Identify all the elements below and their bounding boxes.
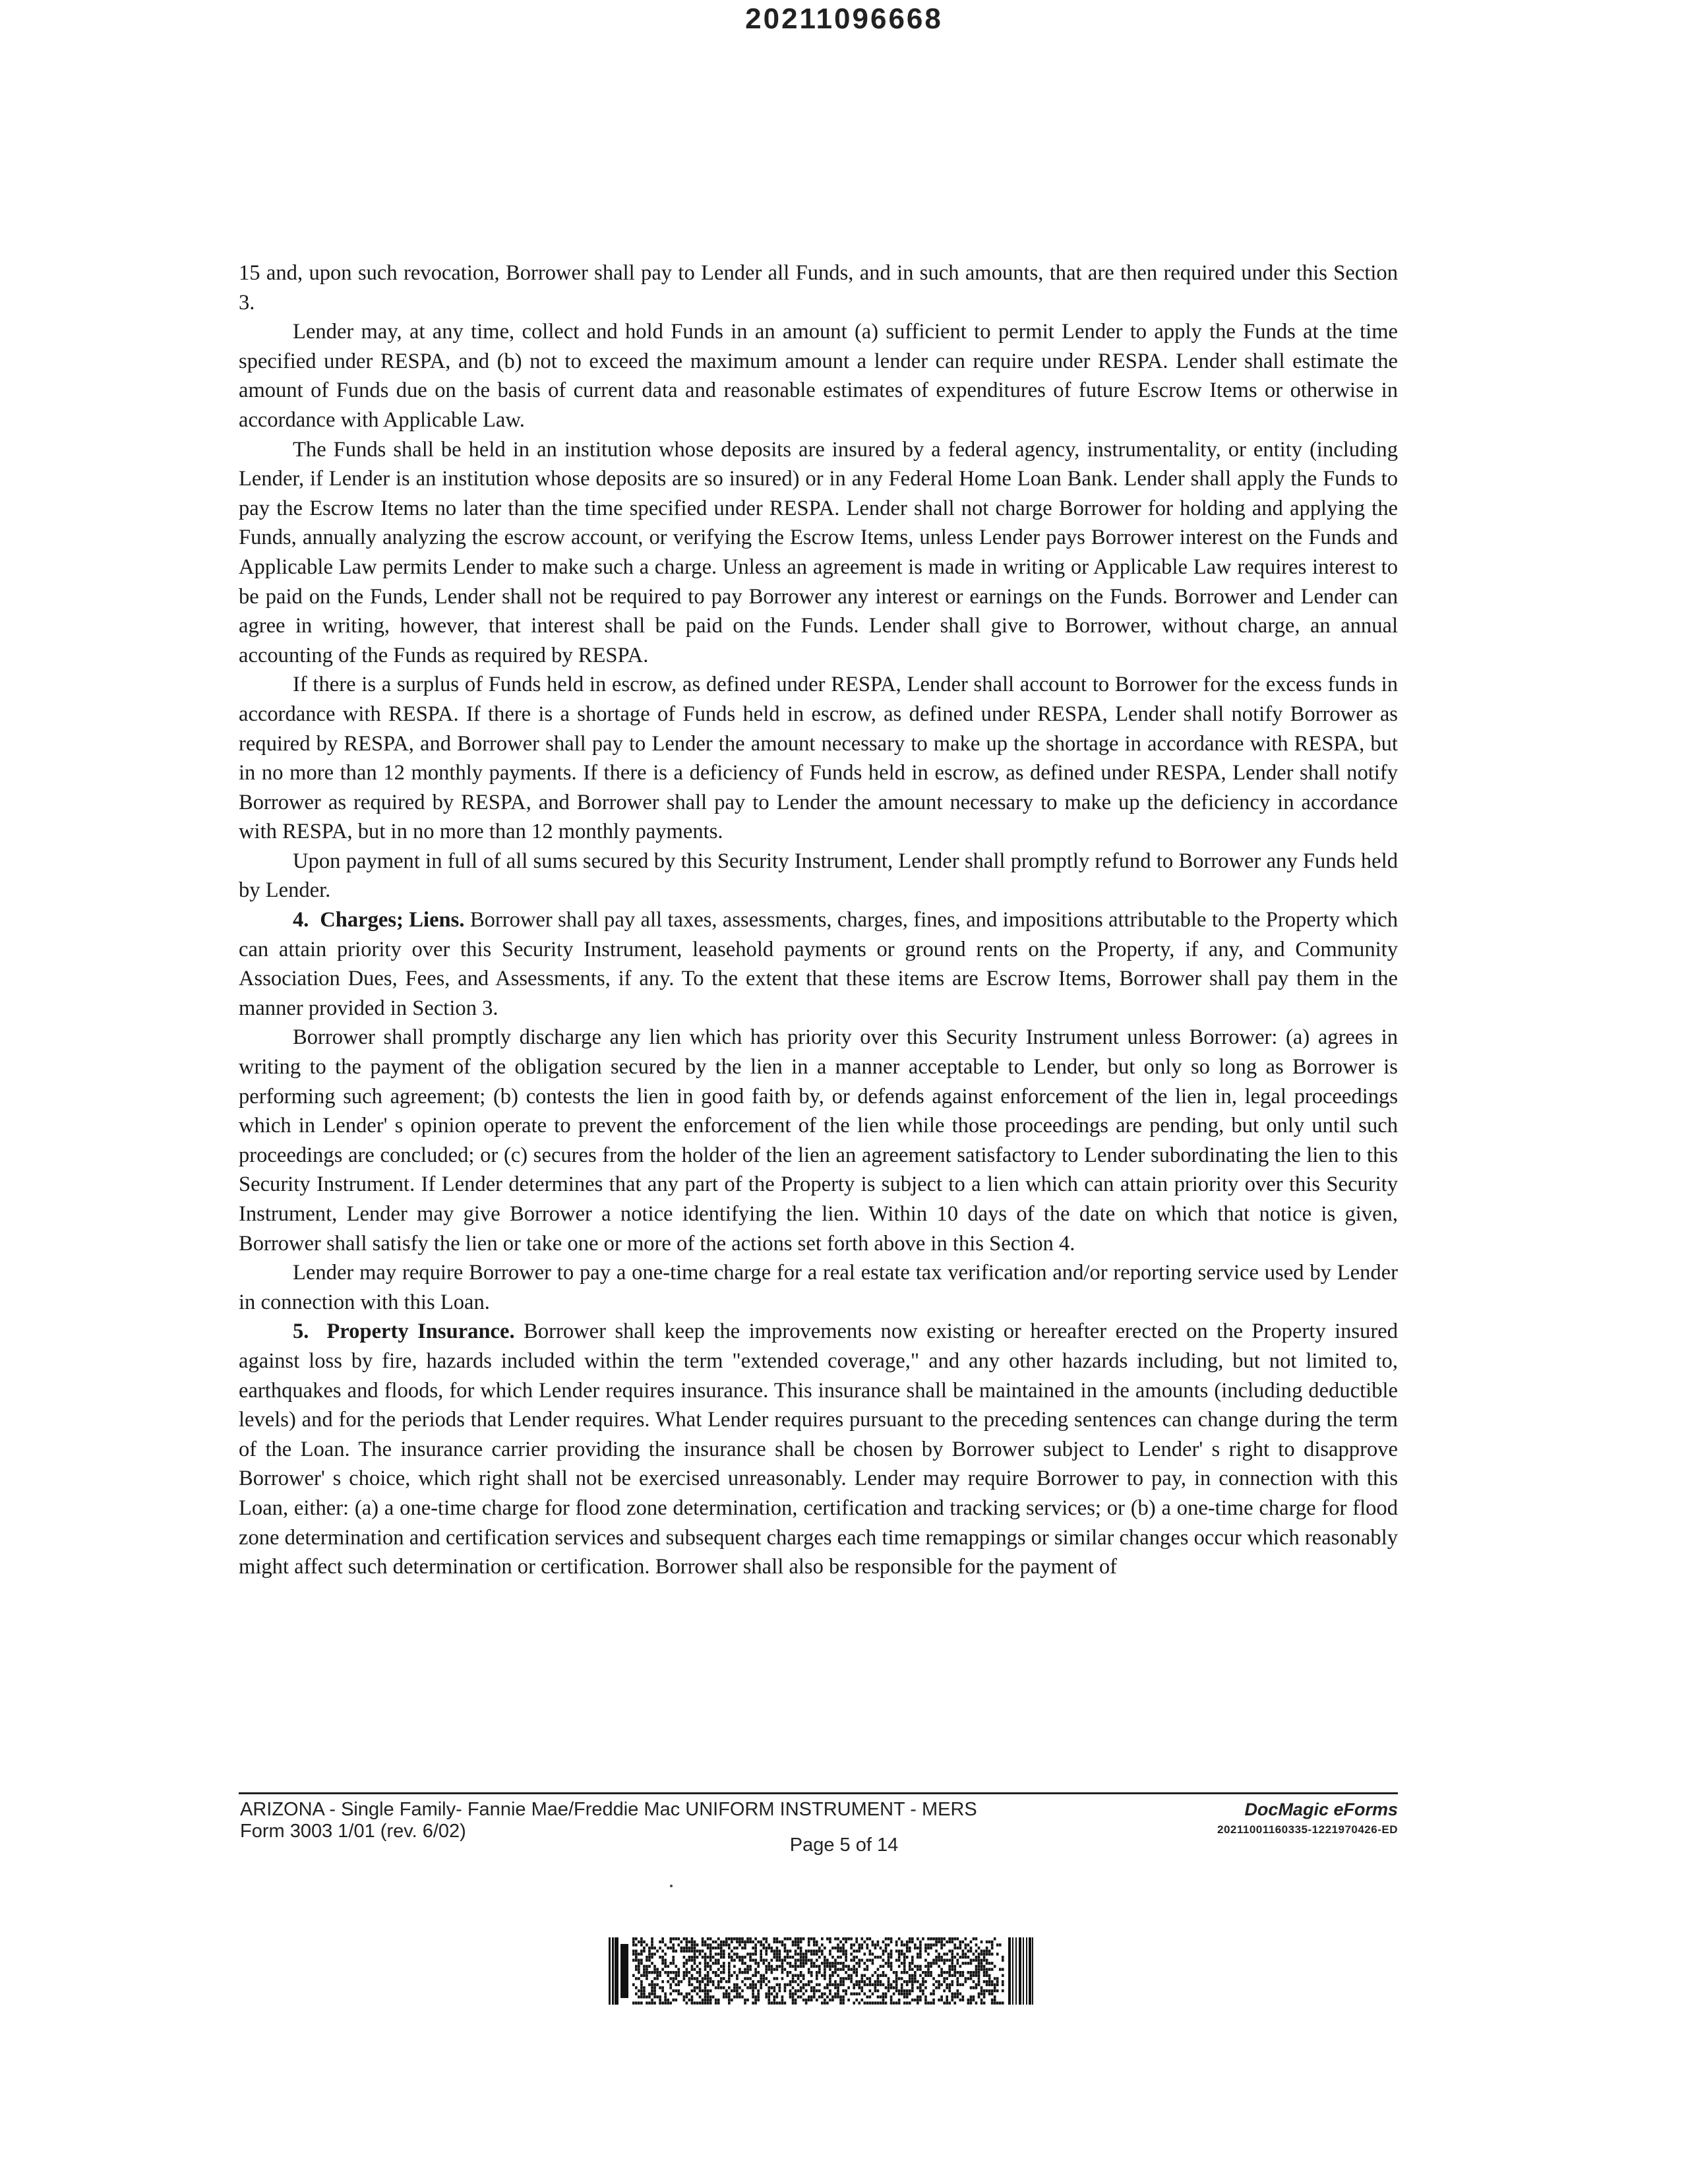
footer-publisher: [1217, 1799, 1398, 1840]
paragraph-refund: Upon payment in full of all sums secured by this Security Instrument, Lender shall promptly refund to Borrower any Funds held by Lender.: [239, 849, 1398, 903]
section-4-charges-liens: [239, 905, 1398, 1023]
page-number: Page 5 of 14: [789, 1835, 899, 1856]
section-5-number: 5.: [293, 1320, 309, 1344]
section-4-number: 4.: [293, 908, 309, 932]
footer-form-id: 20211001160335-1221970426-ED: [1217, 1823, 1398, 1836]
paragraph-tax-verification: Lender may require Borrower to pay a one-time charge for a real estate tax verification and/or reporting service used by Lender in connection with this Loan.: [239, 1261, 1398, 1314]
deed-body-text: [239, 258, 1398, 1582]
paragraph-surplus-shortage: If there is a surplus of Funds held in escrow, as defined under RESPA, Lender shall account to Borrower for the excess funds in accordance with RESPA. If there is a shortage of Funds held in escrow, as defined under RESPA, Lender shall notify Borrower as required by RESPA, and Borrower shall pay to Lender the amount necessary to make up the shortage in accordance with RESPA, but in no more than 12 monthly payments. If there is a deficiency of Funds held in escrow, as defined under RESPA, Lender shall notify Borrower as required by RESPA, and Borrower shall pay to Lender the amount necessary to make up the deficiency in accordance with RESPA, but in no more than 12 monthly payments.: [239, 673, 1398, 844]
docmagic-logo: DocMagic eForms: [1244, 1800, 1398, 1819]
paragraph-discharge-lien: Borrower shall promptly discharge any lien which has priority over this Security Instrument unless Borrower: (a) agrees in writing to the payment of the obligation secured by the lien in a manner acceptable to Lender, but only so long as Borrower is performing such agreement; (b) contests the lien in good faith by, or defends against enforcement of the lien in, legal proceedings which in Lender' s opinion operate to prevent the enforcement of the lien while those proceedings are pending, but only until such proceedings are concluded; or (c) secures from the holder of the lien an agreement satisfactory to Lender subordinating the lien to this Security Instrument. If Lender determines that any part of the Property is subject to a lien which can attain priority over this Security Instrument, Lender may give Borrower a notice identifying the lien. Within 10 days of the date on which that notice is given, Borrower shall satisfy the lien or take one or more of the actions set forth above in this Section 4.: [239, 1025, 1398, 1256]
section-5-text: Borrower shall keep the improvements now existing or hereafter erected on the Property insured against loss by fire, hazards included within the term "extended coverage," and any other hazards including, but not limited to, earthquakes and floods, for which Lender requires insurance. This insurance shall be maintained in the amounts (including deductible levels) and for the periods that Lender requires. What Lender requires pursuant to the preceding sentences can change during the term of the Loan. The insurance carrier providing the insurance shall be chosen by Borrower subject to Lender' s right to disapprove Borrower' s choice, which right shall not be exercised unreasonably. Lender may require Borrower to pay, in connection with this Loan, either: (a) a one-time charge for flood zone determination, certification and tracking services; or (b) a one-time charge for flood zone determination and certification services and subsequent charges each time remappings or similar changes occur which reasonably might affect such determination or certification. Borrower shall also be responsible for the payment of: [239, 1320, 1398, 1579]
section-4-heading: Charges; Liens.: [320, 908, 465, 932]
paragraph-collect-funds: Lender may, at any time, collect and hold Funds in an amount (a) sufficient to permit Lender to apply the Funds at the time specified under RESPA, and (b) not to exceed the maximum amount a lender can require under RESPA. Lender shall estimate the amount of Funds due on the basis of current data and reasonable estimates of expenditures of future Escrow Items or otherwise in accordance with Applicable Law.: [239, 320, 1398, 432]
section-4-text: Borrower shall pay all taxes, assessments, charges, fines, and impositions attributable to the Property which can attain priority over this Security Instrument, leasehold payments or ground rents on the Property, if any, and Community Association Dues, Fees, and Assessments, if any. To the extent that these items are Escrow Items, Borrower shall pay them in the manner provided in Section 3.: [239, 908, 1398, 1020]
recording-number: 20211096668: [745, 3, 943, 35]
footer-form-number: Form 3003 1/01 (rev. 6/02): [240, 1821, 466, 1842]
barcode-image: [609, 1937, 1035, 2005]
paragraph-funds-held: The Funds shall be held in an institution whose deposits are insured by a federal agency, instrumentality, or entity (including Lender, if Lender is an institution whose deposits are so insured) or in any Federal Home Loan Bank. Lender shall apply the Funds to pay the Escrow Items no later than the time specified under RESPA. Lender shall not charge Borrower for holding and applying the Funds, annually analyzing the escrow account, or verifying the Escrow Items, unless Lender pays Borrower interest on the Funds and Applicable Law permits Lender to make such a charge. Unless an agreement is made in writing or Applicable Law requires interest to be paid on the Funds, Lender shall not be required to pay Borrower any interest or earnings on the Funds. Borrower and Lender can agree in writing, however, that interest shall be paid on the Funds. Lender shall give to Borrower, without charge, an annual accounting of the Funds as required by RESPA.: [239, 437, 1398, 667]
section-5-property-insurance: [239, 1317, 1398, 1581]
section-5-heading: Property Insurance.: [326, 1320, 515, 1344]
stray-dot: [670, 1885, 673, 1887]
paragraph-escrow-revocation: 15 and, upon such revocation, Borrower shall pay to Lender all Funds, and in such amounts, that are then required under this Section 3.: [239, 261, 1398, 315]
footer-divider: [239, 1792, 1398, 1794]
footer-instrument-title: ARIZONA - Single Family- Fannie Mae/Freddie Mac UNIFORM INSTRUMENT - MERS: [240, 1799, 977, 1820]
